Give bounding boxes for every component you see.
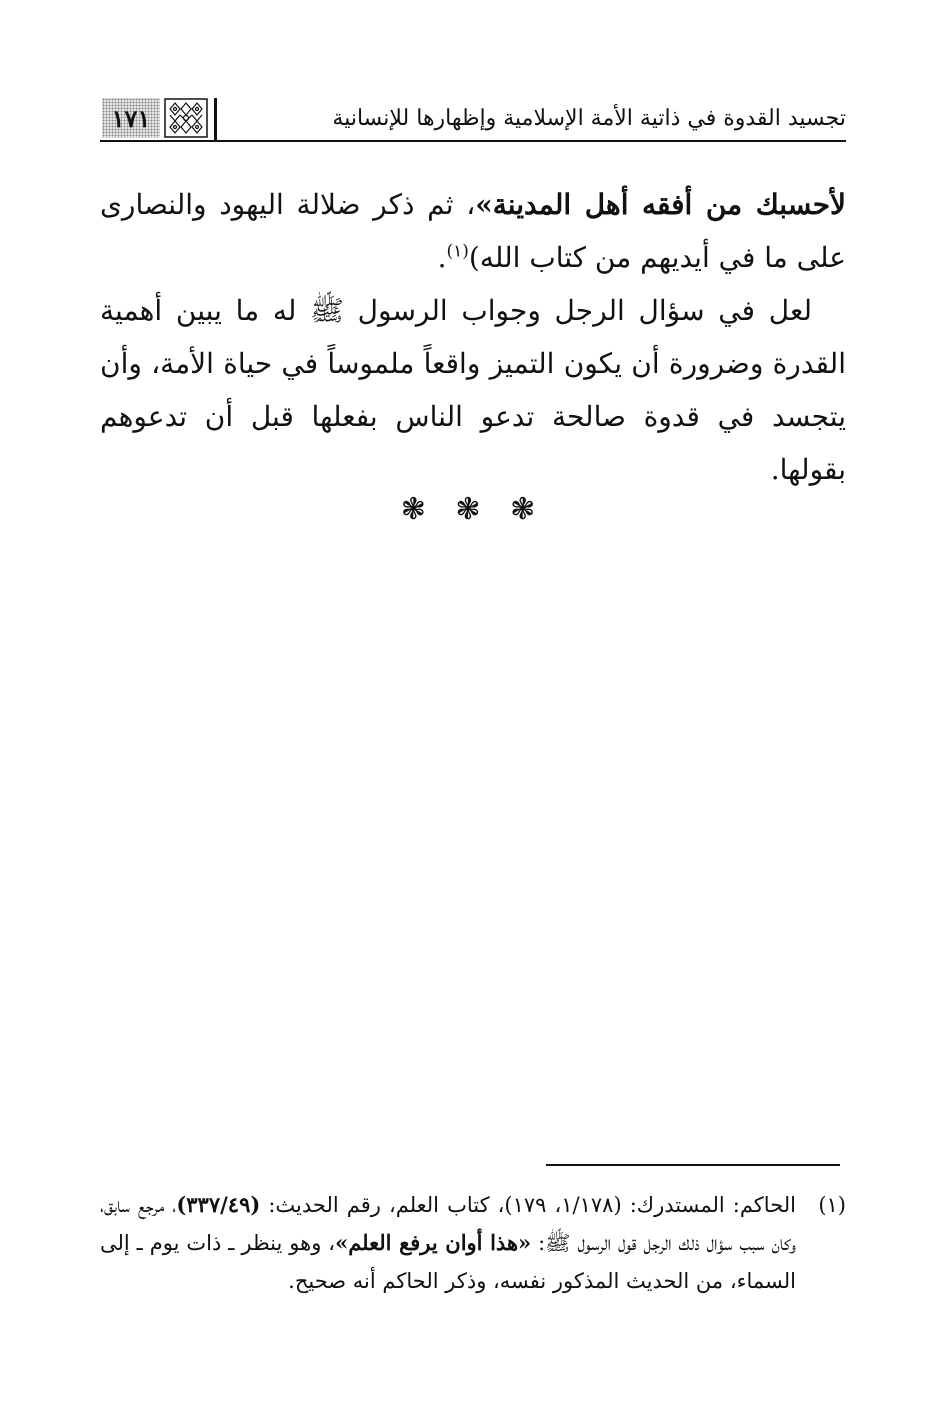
page-header — [100, 92, 846, 142]
footnote-hadith-quote: «هذا أوان يرفع العلم» — [335, 1230, 532, 1255]
quote-bold: لأحسبك من أفقه أهل المدينة» — [475, 188, 846, 221]
footnote-1 — [100, 1186, 846, 1300]
paragraph-1-text: ، ثم ذكر ضلالة اليهود والنصارى على ما في أيديهم من كتاب الله) — [100, 188, 846, 274]
header-rule — [100, 140, 846, 142]
body-text — [100, 178, 846, 496]
footnote-hadith-number: (٣٣٧/٤٩) — [176, 1192, 261, 1217]
footnote-text-a: الحاكم: المستدرك: (١/١٧٨، ١٧٩)، كتاب العلم، رقم الحديث: — [260, 1193, 796, 1217]
footnote-text-b: ، مرجع سابق، وكان سبب سؤال ذلك الرجل قول الرسول ﷺ: — [100, 1193, 796, 1255]
geometric-ornament-icon — [164, 98, 208, 138]
header-divider — [214, 98, 217, 142]
paragraph-1 — [100, 178, 846, 284]
paragraph-1-end: . — [437, 241, 447, 274]
paragraph-2: لعل في سؤال الرجل وجواب الرسول ﷺ له ما يبين أهمية القدرة وضرورة أن يكون التميز واقعاً ملموساً في حياة الأمة، وأن يتجسد في قدوة صالحة تدعو الناس بفعلها قبل أن تدعوهم بقولها. — [100, 294, 846, 486]
footnotes — [100, 1186, 846, 1300]
footnote-number: (١) — [818, 1193, 846, 1217]
footnote-reference[interactable]: (١) — [446, 241, 469, 262]
page-number-box — [102, 98, 160, 138]
page-number: ١٧١ — [111, 103, 151, 133]
running-title: تجسيد القدوة في ذاتية الأمة الإسلامية وإظهارها للإنسانية — [332, 106, 846, 131]
section-divider-stars: ❃ ❃ ❃ — [400, 492, 546, 527]
footnote-rule — [546, 1164, 840, 1166]
footnote-text-c: ، وهو ينظر ـ ذات يوم ـ إلى السماء، من الحديث المذكور نفسه، وذكر الحاكم أنه صحيح. — [100, 1231, 796, 1293]
